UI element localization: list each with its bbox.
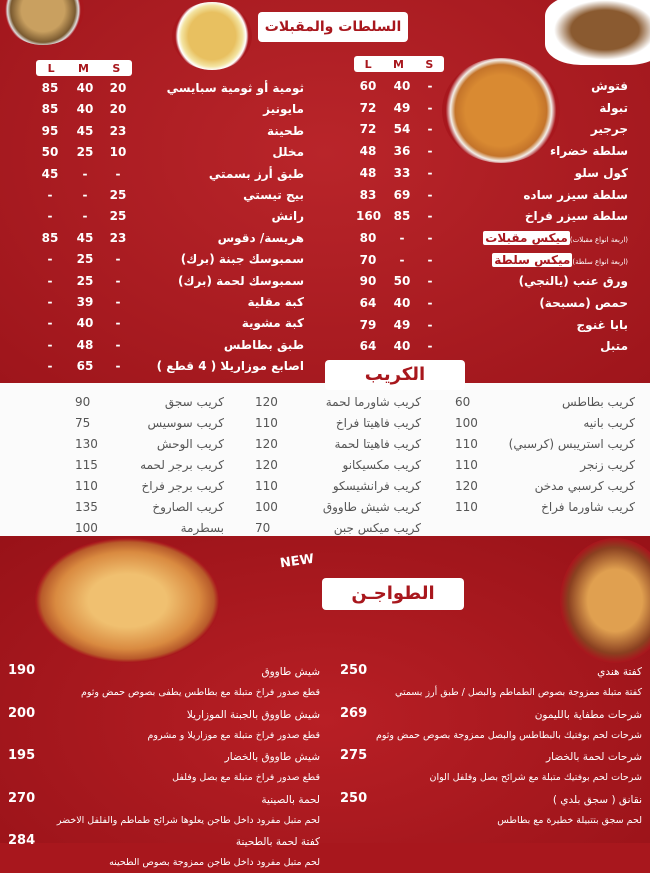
item-name	[591, 119, 628, 139]
price-m: 48	[76, 337, 94, 352]
tagine-description: لحم متبل مفرود داخل طاجن ممزوجة بصوص الطحينه	[109, 857, 320, 868]
price-m: -	[399, 252, 405, 267]
crepe-name: كريب استريبس (كرسبي)	[508, 437, 635, 451]
price-m: 85	[393, 209, 411, 224]
menu-item-row	[38, 249, 308, 269]
price-l: -	[47, 316, 53, 331]
price-l: 80	[359, 230, 377, 245]
price-l: 70	[359, 252, 377, 267]
tagine-price: 284	[8, 833, 36, 848]
item-name	[525, 206, 628, 226]
price-l: 72	[359, 100, 377, 115]
item-name-text: سلطة سيزر فراخ	[524, 209, 628, 224]
crepe-price: 110	[455, 500, 478, 514]
item-name-text: فتوش	[591, 79, 628, 93]
menu-item-row	[38, 99, 308, 119]
menu-item-row	[38, 121, 308, 141]
crepe-name: كريب فاهيتا فراخ	[335, 416, 421, 430]
price-m: 45	[76, 230, 94, 245]
menu-item-row	[38, 271, 308, 291]
size-header-m: M	[78, 61, 89, 75]
size-header-s: S	[425, 57, 434, 71]
item-name	[483, 228, 628, 250]
left-size-header	[36, 60, 132, 76]
crepe-row	[0, 434, 650, 454]
item-name-text: جرجير	[590, 122, 628, 137]
crepes-title: الكريب	[325, 360, 465, 390]
price-m: 36	[393, 144, 411, 159]
fried-dish-image	[545, 0, 650, 65]
item-name	[575, 163, 628, 183]
price-s: 20	[109, 102, 127, 117]
tagine-price: 250	[340, 663, 368, 678]
item-name-text: تبولة	[599, 100, 628, 115]
price-s: -	[427, 144, 433, 159]
price-s: -	[427, 100, 433, 115]
price-m: 49	[393, 317, 411, 332]
price-l: -	[47, 252, 53, 267]
tagine-description: قطع صدور فراخ متبلة مع بطاطس يطفى بصوص حمض وثوم	[80, 687, 320, 698]
price-m: 25	[76, 273, 94, 288]
item-name	[523, 185, 628, 205]
menu-item-row	[350, 293, 640, 313]
price-s: 25	[109, 188, 127, 202]
menu-item-row	[38, 335, 308, 355]
crepe-price: 110	[75, 479, 98, 493]
price-s: -	[115, 316, 121, 331]
crepe-price: 120	[255, 458, 278, 472]
crepe-name: كريب فرانشيسكو	[332, 479, 421, 493]
item-name: كبة مقلية	[247, 295, 304, 309]
menu-item-row	[38, 292, 308, 312]
price-m: 40	[76, 102, 94, 117]
price-s: -	[115, 252, 121, 267]
price-l: -	[47, 359, 53, 374]
tagine-price: 275	[340, 748, 368, 763]
menu-item-row	[38, 185, 308, 205]
item-name-text: بابا غنوج	[576, 317, 628, 332]
tagine-name: شيش طاووق	[261, 666, 320, 678]
crepe-name: كريب برجر فراخ	[141, 479, 224, 493]
crepe-price: 115	[75, 458, 98, 472]
menu-item-row	[38, 142, 308, 162]
size-header-m: M	[393, 57, 404, 71]
crepe-price: 130	[75, 437, 98, 451]
crepe-price: 60	[455, 395, 471, 409]
item-name: سمبوسك لحمة (برك)	[177, 273, 304, 288]
menu-item-row	[350, 119, 640, 139]
menu-item-row	[350, 336, 640, 356]
tagines-title: الطواجـن	[322, 578, 464, 610]
item-name: طبق أرز بسمتي	[208, 166, 304, 181]
price-s: -	[115, 295, 121, 309]
menu-item-row	[350, 315, 640, 335]
tagine-price: 200	[8, 705, 36, 721]
price-m: 54	[393, 122, 411, 137]
item-name-text: ميكس مقبلات	[485, 230, 568, 245]
price-s: -	[427, 274, 433, 289]
item-name: اصابع موزاريلا ( 4 قطع )	[156, 359, 304, 374]
crepe-row	[0, 413, 650, 433]
menu-item-row	[38, 164, 308, 184]
item-name	[550, 141, 628, 161]
crepe-name: كريب شيش طاووق	[322, 500, 421, 514]
tagine-description: شرحات لحم بوفتيك بالبطاطس والبصل ممزوجة بصوص حمض وثوم	[375, 729, 642, 741]
item-name-text: سلطة سيزر ساده	[523, 187, 628, 202]
menu-item-row	[350, 206, 640, 226]
crepe-name: كريب سجق	[164, 395, 224, 409]
price-l: -	[47, 295, 53, 309]
item-name: سمبوسك جبنة (برك)	[180, 252, 304, 267]
crepe-price: 120	[255, 395, 278, 409]
price-l: 48	[359, 165, 377, 180]
tagine-name: شرحات لحمة بالخضار	[546, 751, 642, 763]
price-l: 95	[41, 123, 59, 138]
price-m: 40	[393, 339, 411, 354]
crepe-price: 100	[455, 416, 478, 430]
item-name-text: ميكس سلطة	[494, 252, 571, 267]
crepe-name: كريب زنجر	[580, 458, 635, 472]
crepe-name: كريب بطاطس	[562, 395, 635, 409]
menu-item-row	[350, 98, 640, 118]
tagine-name: كفتة هندي	[597, 666, 642, 678]
menu-item-row	[350, 76, 640, 96]
item-name	[492, 250, 628, 272]
price-l: 50	[41, 145, 59, 160]
price-l: 48	[359, 144, 377, 159]
crepe-name: كريب بانيه	[583, 416, 635, 430]
price-l: 85	[41, 230, 59, 245]
crepe-name: كريب مكسيكانو	[342, 458, 421, 472]
crepe-price: 120	[455, 479, 478, 493]
size-header-s: S	[112, 61, 121, 75]
item-name	[577, 315, 628, 335]
size-header-l: L	[364, 57, 372, 71]
item-name: مخلل	[272, 145, 304, 160]
crepe-name: كريب فاهيتا لحمة	[334, 437, 421, 451]
item-name: طحينة	[266, 123, 304, 138]
item-name: بيج تيستي	[243, 188, 304, 202]
price-m: -	[82, 188, 88, 202]
tagine-price: 190	[8, 663, 36, 678]
price-s: -	[427, 209, 433, 224]
price-m: 40	[76, 316, 94, 331]
item-name: هريسة/ دقوس	[217, 230, 304, 245]
price-s: 25	[109, 209, 127, 224]
crepe-price: 70	[255, 521, 271, 535]
item-name: مايونيز	[263, 102, 304, 117]
price-l: -	[47, 273, 53, 288]
menu-item-row	[350, 271, 640, 291]
item-name	[519, 271, 628, 291]
price-l: -	[47, 188, 53, 202]
menu-item-row	[38, 313, 308, 333]
price-s: -	[115, 359, 121, 374]
item-name: رانش	[271, 209, 304, 224]
crepe-price: 120	[255, 437, 278, 451]
price-m: 65	[76, 359, 94, 374]
tagine-name: كفتة لحمة بالطحينة	[235, 836, 320, 848]
price-m: -	[82, 166, 88, 181]
size-header-l: L	[47, 61, 55, 75]
tagine-name: نقانق ( سجق بلدي )	[552, 793, 642, 806]
item-name	[539, 293, 628, 313]
pizza-image	[35, 538, 220, 663]
price-s: 23	[109, 230, 127, 245]
crepe-name: كريب سوسيس	[147, 416, 224, 430]
item-note: (اربعة انواع سلطة)	[572, 257, 628, 266]
crepe-price: 135	[75, 500, 98, 514]
price-m: 40	[76, 81, 94, 95]
menu-item-row	[38, 228, 308, 248]
crepe-price: 100	[75, 521, 98, 535]
price-l: -	[47, 337, 53, 352]
item-name-text: كول سلو	[574, 165, 628, 180]
price-l: 64	[359, 339, 377, 354]
tagine-name: شيش طاووق بالخضار	[224, 751, 320, 763]
price-s: -	[427, 122, 433, 137]
price-m: 50	[393, 274, 411, 289]
price-l: 85	[41, 81, 59, 95]
crepe-row	[0, 455, 650, 475]
price-s: -	[427, 165, 433, 180]
price-m: 40	[393, 296, 411, 310]
tagine-price: 195	[8, 748, 36, 763]
tagine-price: 270	[8, 790, 36, 806]
price-m: 25	[76, 252, 94, 267]
price-s: -	[427, 296, 433, 310]
item-name: ثومية أو ثومية سبايسي	[166, 81, 304, 95]
menu-item-row	[350, 163, 640, 183]
right-size-header	[354, 56, 444, 72]
item-name-text: متبل	[600, 339, 628, 354]
price-s: -	[427, 230, 433, 245]
crepe-price: 75	[75, 416, 91, 430]
price-m: 45	[76, 123, 94, 138]
tagine-price: 269	[340, 705, 368, 721]
crepe-price: 90	[75, 395, 91, 409]
crepe-name: كريب برجر لحمه	[140, 458, 224, 472]
price-m: 69	[393, 187, 411, 202]
crepe-name: كريب الصاروخ	[152, 500, 224, 514]
item-name-text: حمص (مسبحة)	[539, 296, 628, 310]
crepe-name: كريب ميكس جبن	[333, 521, 421, 535]
price-l: 60	[359, 79, 377, 93]
price-m: 25	[76, 145, 94, 160]
item-name	[599, 98, 628, 118]
price-s: 20	[109, 81, 127, 95]
price-l: 79	[359, 317, 377, 332]
price-s: 10	[109, 145, 127, 160]
price-s: -	[427, 339, 433, 354]
price-m: 39	[76, 295, 94, 309]
price-s: -	[115, 273, 121, 288]
tagine-price: 250	[340, 790, 368, 806]
crepe-name: كريب شاورما لحمة	[325, 395, 421, 409]
crepe-name: كريب الوحش	[156, 437, 224, 451]
price-l: 45	[41, 166, 59, 181]
tagine-name: شيش طاووق بالجبنة الموزاريلا	[186, 708, 320, 721]
price-l: 85	[41, 102, 59, 117]
menu-item-row	[38, 356, 308, 376]
menu-item-row	[350, 141, 640, 161]
price-s: -	[427, 317, 433, 332]
price-s: -	[427, 252, 433, 267]
tagine-description: قطع صدور فراخ متبلة مع بصل وفلفل	[172, 772, 320, 783]
item-note: (اربعة انواع مقبلات)	[569, 235, 628, 244]
price-l: -	[47, 209, 53, 224]
item-name	[600, 336, 628, 356]
salads-title: السلطات والمقبلات	[258, 12, 408, 42]
price-l: 160	[356, 209, 382, 224]
crepe-row	[0, 476, 650, 496]
menu-item-row	[350, 185, 640, 205]
menu-item-row	[350, 250, 640, 270]
crepe-name: كريب كرسبي مدخن	[534, 479, 635, 493]
crepe-row	[0, 497, 650, 517]
tagine-description: قطع صدور فراخ متبلة مع موزاريلا و مشروم	[147, 729, 320, 741]
price-s: -	[427, 79, 433, 93]
price-m: -	[82, 209, 88, 224]
price-m: 33	[393, 165, 411, 180]
price-m: 40	[393, 79, 411, 93]
tagine-name: شرحات مطفاية بالليمون	[534, 708, 642, 721]
menu-item-row	[38, 206, 308, 226]
price-l: 90	[359, 274, 377, 289]
crepe-row	[0, 518, 650, 538]
crepe-price: 100	[255, 500, 278, 514]
item-name-text: سلطة خضراء	[549, 144, 628, 159]
price-s: -	[427, 187, 433, 202]
menu-item-row	[350, 228, 640, 248]
item-name: طبق بطاطس	[223, 337, 304, 352]
crepe-price: 110	[455, 458, 478, 472]
tagine-description: كفتة متبلة ممزوجة بصوص الطماطم والبصل / طبق أرز بسمتي	[395, 687, 642, 698]
tagine-description: لحم متبل مفرود داخل طاجن يعلوها شرائح طماطم والفلفل الاخضر	[56, 814, 320, 826]
price-m: -	[399, 230, 405, 245]
tagine-description: لحم سجق بتتبيلة خطيرة مع بطاطس	[497, 814, 642, 826]
price-l: 72	[359, 122, 377, 137]
price-s: 23	[109, 123, 127, 138]
new-badge: NEW	[279, 551, 315, 572]
item-name	[591, 76, 628, 96]
tagine-name: لحمة بالصينية	[261, 793, 320, 806]
hummus-bowl-image	[172, 2, 252, 70]
price-s: -	[115, 337, 121, 352]
price-s: -	[115, 166, 121, 181]
price-l: 64	[359, 296, 377, 310]
crepe-price: 110	[455, 437, 478, 451]
price-m: 49	[393, 100, 411, 115]
price-l: 83	[359, 187, 377, 202]
crepe-name: كريب شاورما فراخ	[541, 500, 635, 514]
crepe-row	[0, 392, 650, 412]
crepe-name: بسطرمة	[180, 521, 224, 535]
tagine-description: شرحات لحم بوفتيك متبلة مع شرائح بصل وفلفل الوان	[429, 772, 642, 783]
crepe-price: 110	[255, 416, 278, 430]
item-name-text: ورق عنب (يالنجي)	[518, 274, 628, 289]
crepe-price: 110	[255, 479, 278, 493]
item-name: كبة مشوية	[241, 316, 304, 331]
menu-item-row	[38, 78, 308, 98]
